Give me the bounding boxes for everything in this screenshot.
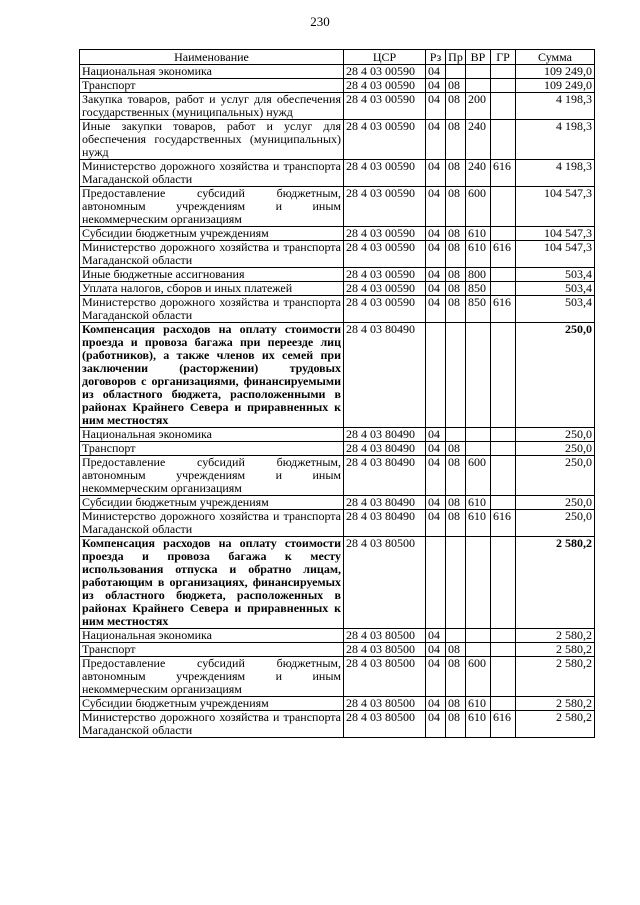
cell-vr: 240 [466,120,491,160]
cell-csr: 28 4 03 00590 [344,227,426,241]
cell-csr: 28 4 03 80490 [344,456,426,496]
cell-pr: 08 [446,160,466,187]
cell-gr [491,697,516,711]
cell-gr [491,187,516,227]
cell-sum: 104 547,3 [516,227,595,241]
cell-vr: 610 [466,697,491,711]
cell-name: Компенсация расходов на оплату стоимости проезда и провоза багажа при переезде лиц (работников), а также членов их семей при заключении (расторжении) трудовых договоров с организациями, финансируемыми из областного бюджета, расположенными в районах Крайнего Севера и приравненных к ним местностях [80,323,344,428]
cell-sum: 4 198,3 [516,120,595,160]
cell-name: Предоставление субсидий бюджетным, автономным учреждениям и иным некоммерческим организациям [80,456,344,496]
cell-sum: 503,4 [516,282,595,296]
cell-vr: 600 [466,187,491,227]
cell-sum: 250,0 [516,442,595,456]
header-name: Наименование [80,50,344,65]
cell-pr: 08 [446,282,466,296]
cell-pr [446,323,466,428]
cell-csr: 28 4 03 80500 [344,697,426,711]
cell-name: Национальная экономика [80,629,344,643]
cell-name: Национальная экономика [80,65,344,79]
cell-name: Уплата налогов, сборов и иных платежей [80,282,344,296]
cell-vr: 600 [466,657,491,697]
cell-sum: 503,4 [516,296,595,323]
cell-gr: 616 [491,510,516,537]
cell-rz: 04 [426,120,446,160]
cell-name: Субсидии бюджетным учреждениям [80,496,344,510]
cell-vr: 850 [466,296,491,323]
cell-rz: 04 [426,643,446,657]
cell-pr [446,537,466,629]
cell-gr [491,120,516,160]
cell-sum: 109 249,0 [516,65,595,79]
cell-vr [466,629,491,643]
cell-csr: 28 4 03 00590 [344,65,426,79]
table-row [80,629,595,643]
cell-pr [446,428,466,442]
cell-sum: 104 547,3 [516,187,595,227]
cell-pr [446,629,466,643]
cell-rz: 04 [426,657,446,697]
cell-rz [426,537,446,629]
cell-vr: 610 [466,711,491,738]
cell-pr: 08 [446,93,466,120]
cell-sum: 2 580,2 [516,657,595,697]
cell-pr: 08 [446,657,466,697]
cell-pr: 08 [446,268,466,282]
table-row [80,643,595,657]
cell-name: Транспорт [80,79,344,93]
cell-vr [466,323,491,428]
cell-rz: 04 [426,241,446,268]
table-header-row [80,50,595,65]
table-row [80,711,595,738]
cell-gr [491,79,516,93]
cell-csr: 28 4 03 80490 [344,510,426,537]
cell-rz: 04 [426,442,446,456]
table-row [80,323,595,428]
cell-pr: 08 [446,697,466,711]
cell-csr: 28 4 03 80490 [344,428,426,442]
table-row [80,282,595,296]
cell-csr: 28 4 03 00590 [344,268,426,282]
cell-vr [466,65,491,79]
cell-name: Министерство дорожного хозяйства и транспорта Магаданской области [80,241,344,268]
cell-rz: 04 [426,629,446,643]
cell-gr [491,323,516,428]
cell-sum: 2 580,2 [516,711,595,738]
cell-rz: 04 [426,187,446,227]
cell-name: Иные закупки товаров, работ и услуг для обеспечения государственных (муниципальных) нужд [80,120,344,160]
cell-sum: 4 198,3 [516,160,595,187]
cell-pr: 08 [446,241,466,268]
cell-rz: 04 [426,93,446,120]
cell-csr: 28 4 03 00590 [344,241,426,268]
cell-gr [491,496,516,510]
table-row [80,241,595,268]
cell-rz: 04 [426,510,446,537]
cell-rz: 04 [426,79,446,93]
cell-vr [466,442,491,456]
cell-vr: 600 [466,456,491,496]
cell-vr: 240 [466,160,491,187]
cell-pr: 08 [446,79,466,93]
cell-vr: 200 [466,93,491,120]
cell-sum: 109 249,0 [516,79,595,93]
header-csr: ЦСР [344,50,426,65]
cell-vr [466,643,491,657]
cell-vr: 610 [466,496,491,510]
cell-rz: 04 [426,227,446,241]
cell-sum: 2 580,2 [516,697,595,711]
cell-csr: 28 4 03 80500 [344,657,426,697]
cell-pr: 08 [446,456,466,496]
table-row [80,160,595,187]
cell-pr: 08 [446,711,466,738]
cell-csr: 28 4 03 00590 [344,187,426,227]
cell-vr: 850 [466,282,491,296]
cell-gr [491,456,516,496]
cell-csr: 28 4 03 00590 [344,79,426,93]
cell-gr [491,442,516,456]
cell-pr: 08 [446,187,466,227]
cell-rz: 04 [426,296,446,323]
cell-csr: 28 4 03 80500 [344,537,426,629]
cell-gr: 616 [491,711,516,738]
cell-pr: 08 [446,510,466,537]
cell-name: Предоставление субсидий бюджетным, автономным учреждениям и иным некоммерческим организациям [80,187,344,227]
cell-name: Компенсация расходов на оплату стоимости проезда и провоза багажа к месту использования отпуска и обратно лицам, работающим в организациях, финансируемых из областного бюджета, расположенных в районах Крайнего Севера и приравненных к ним местностях [80,537,344,629]
cell-csr: 28 4 03 00590 [344,296,426,323]
cell-csr: 28 4 03 80500 [344,629,426,643]
cell-name: Транспорт [80,643,344,657]
cell-pr: 08 [446,296,466,323]
cell-sum: 2 580,2 [516,629,595,643]
cell-sum: 250,0 [516,510,595,537]
cell-pr: 08 [446,643,466,657]
cell-vr: 610 [466,510,491,537]
cell-vr: 610 [466,241,491,268]
page-number: 230 [310,14,330,29]
table-row [80,537,595,629]
cell-rz: 04 [426,268,446,282]
cell-gr: 616 [491,241,516,268]
table-row [80,442,595,456]
cell-gr [491,629,516,643]
cell-csr: 28 4 03 00590 [344,282,426,296]
table-row [80,79,595,93]
table-row [80,120,595,160]
cell-rz: 04 [426,65,446,79]
header-gr: ГР [491,50,516,65]
cell-vr: 610 [466,227,491,241]
table-row [80,657,595,697]
table-row [80,187,595,227]
table-row [80,296,595,323]
cell-rz: 04 [426,697,446,711]
cell-sum: 2 580,2 [516,537,595,629]
cell-csr: 28 4 03 00590 [344,160,426,187]
cell-rz [426,323,446,428]
cell-sum: 104 547,3 [516,241,595,268]
table-row [80,268,595,282]
cell-sum: 250,0 [516,323,595,428]
table-row [80,496,595,510]
cell-gr [491,268,516,282]
cell-pr: 08 [446,442,466,456]
cell-gr [491,93,516,120]
cell-sum: 503,4 [516,268,595,282]
header-vr: ВР [466,50,491,65]
cell-name: Предоставление субсидий бюджетным, автономным учреждениям и иным некоммерческим организациям [80,657,344,697]
cell-rz: 04 [426,711,446,738]
cell-vr [466,537,491,629]
cell-csr: 28 4 03 00590 [344,120,426,160]
cell-sum: 250,0 [516,456,595,496]
header-pr: Пр [446,50,466,65]
header-sum: Сумма [516,50,595,65]
cell-vr: 800 [466,268,491,282]
cell-name: Министерство дорожного хозяйства и транспорта Магаданской области [80,510,344,537]
table-row [80,65,595,79]
cell-name: Министерство дорожного хозяйства и транспорта Магаданской области [80,296,344,323]
cell-csr: 28 4 03 80500 [344,643,426,657]
cell-name: Закупка товаров, работ и услуг для обеспечения государственных (муниципальных) нужд [80,93,344,120]
cell-csr: 28 4 03 80490 [344,442,426,456]
table-row [80,456,595,496]
cell-rz: 04 [426,282,446,296]
cell-csr: 28 4 03 80500 [344,711,426,738]
cell-name: Субсидии бюджетным учреждениям [80,227,344,241]
cell-name: Министерство дорожного хозяйства и транспорта Магаданской области [80,160,344,187]
cell-gr [491,643,516,657]
table-row [80,227,595,241]
cell-rz: 04 [426,496,446,510]
cell-rz: 04 [426,160,446,187]
cell-gr [491,282,516,296]
cell-sum: 250,0 [516,496,595,510]
cell-gr: 616 [491,296,516,323]
cell-name: Национальная экономика [80,428,344,442]
cell-name: Иные бюджетные ассигнования [80,268,344,282]
cell-sum: 250,0 [516,428,595,442]
table-row [80,697,595,711]
cell-csr: 28 4 03 80490 [344,323,426,428]
cell-vr [466,79,491,93]
cell-name: Субсидии бюджетным учреждениям [80,697,344,711]
cell-pr: 08 [446,120,466,160]
cell-pr: 08 [446,227,466,241]
cell-rz: 04 [426,456,446,496]
cell-gr [491,657,516,697]
cell-pr [446,65,466,79]
table-row [80,510,595,537]
table-row [80,93,595,120]
cell-gr [491,537,516,629]
cell-gr [491,65,516,79]
cell-vr [466,428,491,442]
cell-gr: 616 [491,160,516,187]
cell-csr: 28 4 03 80490 [344,496,426,510]
cell-gr [491,227,516,241]
cell-csr: 28 4 03 00590 [344,93,426,120]
cell-rz: 04 [426,428,446,442]
cell-name: Министерство дорожного хозяйства и транспорта Магаданской области [80,711,344,738]
table-body [80,65,595,738]
cell-sum: 2 580,2 [516,643,595,657]
header-rz: Рз [426,50,446,65]
cell-gr [491,428,516,442]
cell-sum: 4 198,3 [516,93,595,120]
cell-pr: 08 [446,496,466,510]
budget-table [79,49,595,738]
table-row [80,428,595,442]
cell-name: Транспорт [80,442,344,456]
